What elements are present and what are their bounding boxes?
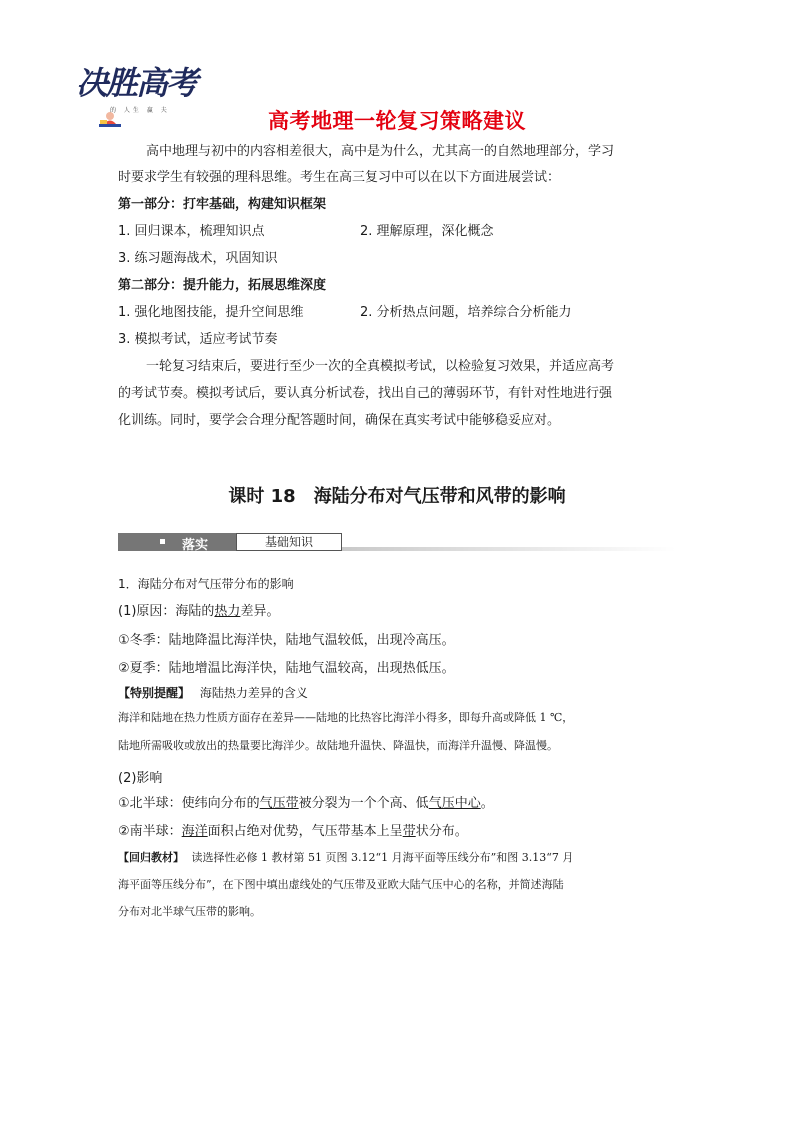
part1-heading: 第一部分：打牢基础，构建知识框架	[118, 197, 327, 212]
logo-text: 决胜高考	[76, 64, 197, 102]
intro-line-2: 时要求学生有较强的理科思维。考生在高三复习中可以在以下方面进展尝试：	[118, 170, 561, 185]
south-mid: 面积占绝对优势，气压带基本上呈	[207, 824, 403, 839]
summary-line-2: 的考试节奏。模拟考试后，要认真分析试卷，找出自己的薄弱环节，有针对性地进行强	[118, 386, 613, 401]
main-title: 高考地理一轮复习策略建议	[268, 109, 526, 133]
north-mid: 被分裂为一个个高、低	[298, 796, 429, 811]
south-suffix: 状分布。	[415, 824, 468, 839]
part1-item-2: 2. 理解原理，深化概念	[360, 224, 494, 239]
north-suffix: 。	[480, 796, 494, 811]
south-line	[118, 820, 468, 839]
part2-item-2: 2. 分析热点问题，培养综合分析能力	[360, 305, 572, 320]
effect-heading: (2)影响	[118, 771, 163, 786]
cause-underline: 热力	[214, 604, 241, 619]
content-heading-1: 1．海陆分布对气压带分布的影响	[118, 577, 294, 591]
tip-body-2: 陆地所需吸收或放出的热量要比海洋少。故陆地升温快、降温快，而海洋升温慢、降温慢。	[118, 739, 558, 752]
part2-item-1: 1. 强化地图技能，提升空间思维	[118, 305, 304, 320]
cause-suffix: 差异。	[240, 604, 280, 619]
cause-line	[118, 600, 279, 619]
review-text-1: 读选择性必修 1 教材第 51 页图 3.12“1 月海平面等压线分布”和图 3.13“7 月	[191, 851, 574, 864]
north-underline-1: 气压带	[259, 796, 299, 811]
tip-body-1: 海洋和陆地在热力性质方面存在差异——陆地的比热容比海洋小得多，即每升高或降低 1 ℃，	[118, 711, 574, 724]
section-bar	[118, 533, 676, 551]
square-bullet-icon	[160, 539, 165, 544]
south-underline-2: 带	[402, 824, 416, 839]
logo-small-text: 的 人生 赢 夫	[110, 107, 170, 114]
section-bar-label: 落实	[182, 538, 209, 553]
intro-line-1: 高中地理与初中的内容相差很大，高中是为什么，尤其高一的自然地理部分，学习	[146, 144, 615, 159]
part2-heading: 第二部分：提升能力，拓展思维深度	[118, 278, 327, 293]
tip-label: 【特别提醒】	[118, 686, 191, 700]
section-bar-fade	[342, 547, 676, 551]
part1-item-3: 3. 练习题海战术，巩固知识	[118, 251, 278, 266]
summary-line-1: 一轮复习结束后，要进行至少一次的全真模拟考试，以检验复习效果，并适应高考	[146, 359, 615, 374]
tip-line	[118, 684, 308, 701]
summary-line-3: 化训练。同时，要学会合理分配答题时间，确保在真实考试中能够稳妥应对。	[118, 413, 561, 428]
section-bar-box: 基础知识	[236, 533, 342, 551]
review-label: 【回归教材】	[118, 851, 184, 864]
review-line-1	[118, 845, 573, 870]
north-prefix: ①北半球：使纬向分布的	[118, 796, 260, 811]
north-line	[118, 792, 494, 811]
part1-item-1: 1. 回归课本，梳理知识点	[118, 224, 265, 239]
winter-line: ①冬季：陆地降温比海洋快，陆地气温较低，出现冷高压。	[118, 633, 455, 648]
cause-prefix: (1)原因：海陆的	[118, 604, 215, 619]
south-prefix: ②南半球：	[118, 824, 182, 839]
part2-item-3: 3. 模拟考试，适应考试节奏	[118, 332, 278, 347]
south-underline-1: 海洋	[181, 824, 208, 839]
tip-title: 海陆热力差异的含义	[199, 686, 308, 700]
lesson-title: 课时 18 海陆分布对气压带和风带的影响	[228, 486, 566, 507]
section-bar-dark	[118, 533, 236, 551]
north-underline-2: 气压中心	[428, 796, 481, 811]
review-line-3: 分布对北半球气压带的影响。	[118, 905, 261, 918]
summer-line: ②夏季：陆地增温比海洋快，陆地气温较高，出现热低压。	[118, 661, 455, 676]
review-line-2: 海平面等压线分布”，在下图中填出虚线处的气压带及亚欧大陆气压中心的名称，并简述海陆	[118, 878, 564, 891]
